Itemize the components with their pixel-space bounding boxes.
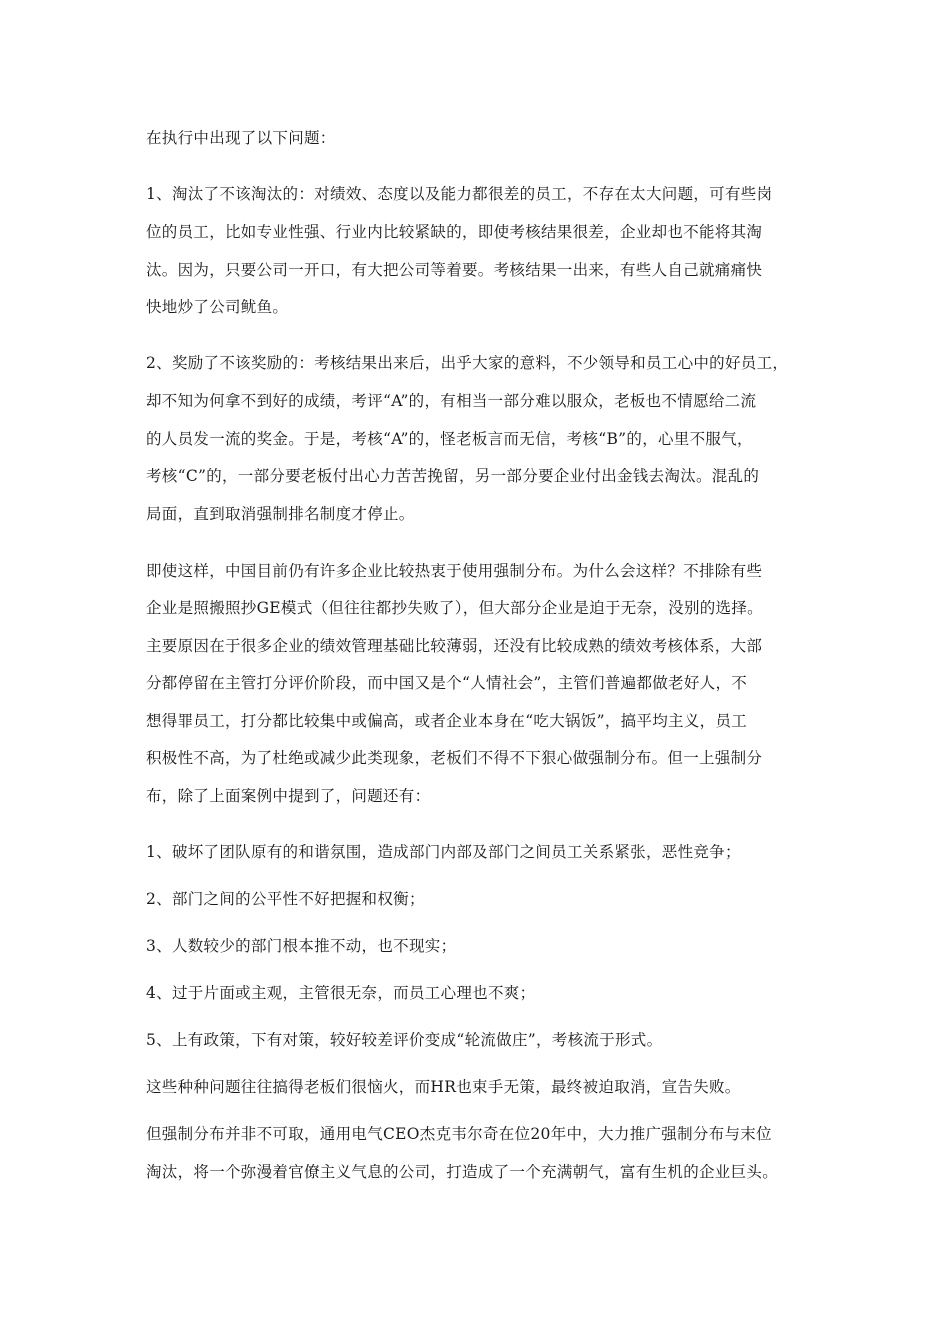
text-line: 布，除了上面案例中提到了，问题还有： [146,787,431,805]
text-line: 局面，直到取消强制排名制度才停止。 [146,505,415,523]
text-line: 想得罪员工，打分都比较集中或偏高，或者企业本身在“吃大锅饭”，搞平均主义，员工 [146,712,748,730]
list-item: 2、部门之间的公平性不好把握和权衡； [146,890,425,908]
text-line: 即使这样，中国目前仍有许多企业比较热衷于使用强制分布。为什么会这样？不排除有些 [146,562,763,580]
text-line: 位的员工，比如专业性强、行业内比较紧缺的，即使考核结果很差，企业却也不能将其淘 [146,223,763,241]
text-line: 分都停留在主管打分评价阶段，而中国又是个“人情社会”，主管们普遍都做老好人，不 [146,674,748,692]
list-item: 3、人数较少的部门根本推不动，也不现实； [146,937,457,955]
text-line: 企业是照搬照抄GE模式（但往往都抄失败了），但大部分企业是迫于无奈，没别的选择。 [146,599,763,617]
list-item: 1、破坏了团队原有的和谐氛围，造成部门内部及部门之间员工关系紧张，恶性竞争； [146,843,741,861]
text-line: 在执行中出现了以下问题： [146,129,336,147]
text-line: 考核“C”的，一部分要老板付出心力苦苦挽留，另一部分要企业付出金钱去淘汰。混乱的 [146,467,760,485]
text-line: 的人员发一流的奖金。于是，考核“A”的，怪老板言而无信，考核“B”的，心里不服气， [146,430,753,448]
text-line: 2、奖励了不该奖励的：考核结果出来后，出乎大家的意料，不少领导和员工心中的好员工， [146,354,789,372]
text-line: 快地炒了公司鱿鱼。 [146,298,289,316]
text-line: 汰。因为，只要公司一开口，有大把公司等着要。考核结果一出来，有些人自己就痛痛快 [146,261,763,279]
text-line: 1、淘汰了不该淘汰的：对绩效、态度以及能力都很差的员工，不存在太大问题，可有些岗 [146,185,773,203]
list-item: 4、过于片面或主观，主管很无奈，而员工心理也不爽； [146,984,536,1002]
text-line: 积极性不高，为了杜绝或减少此类现象，老板们不得不下狠心做强制分布。但一上强制分 [146,749,763,767]
text-line: 这些种种问题往往搞得老板们很恼火，而HR也束手无策，最终被迫取消，宣告失败。 [146,1078,741,1096]
text-line: 却不知为何拿不到好的成绩，考评“A”的，有相当一部分难以服众，老板也不情愿给二流 [146,392,757,410]
text-line: 但强制分布并非不可取，通用电气CEO杰克韦尔奇在位20年中，大力推广强制分布与末位 [146,1125,772,1143]
text-line: 淘汰，将一个弥漫着官僚主义气息的公司，打造成了一个充满朝气，富有生机的企业巨头。 [146,1163,779,1181]
text-line: 主要原因在于很多企业的绩效管理基础比较薄弱，还没有比较成熟的绩效考核体系，大部 [146,637,763,655]
list-item: 5、上有政策，下有对策，较好较差评价变成“轮流做庄”，考核流于形式。 [146,1031,663,1049]
